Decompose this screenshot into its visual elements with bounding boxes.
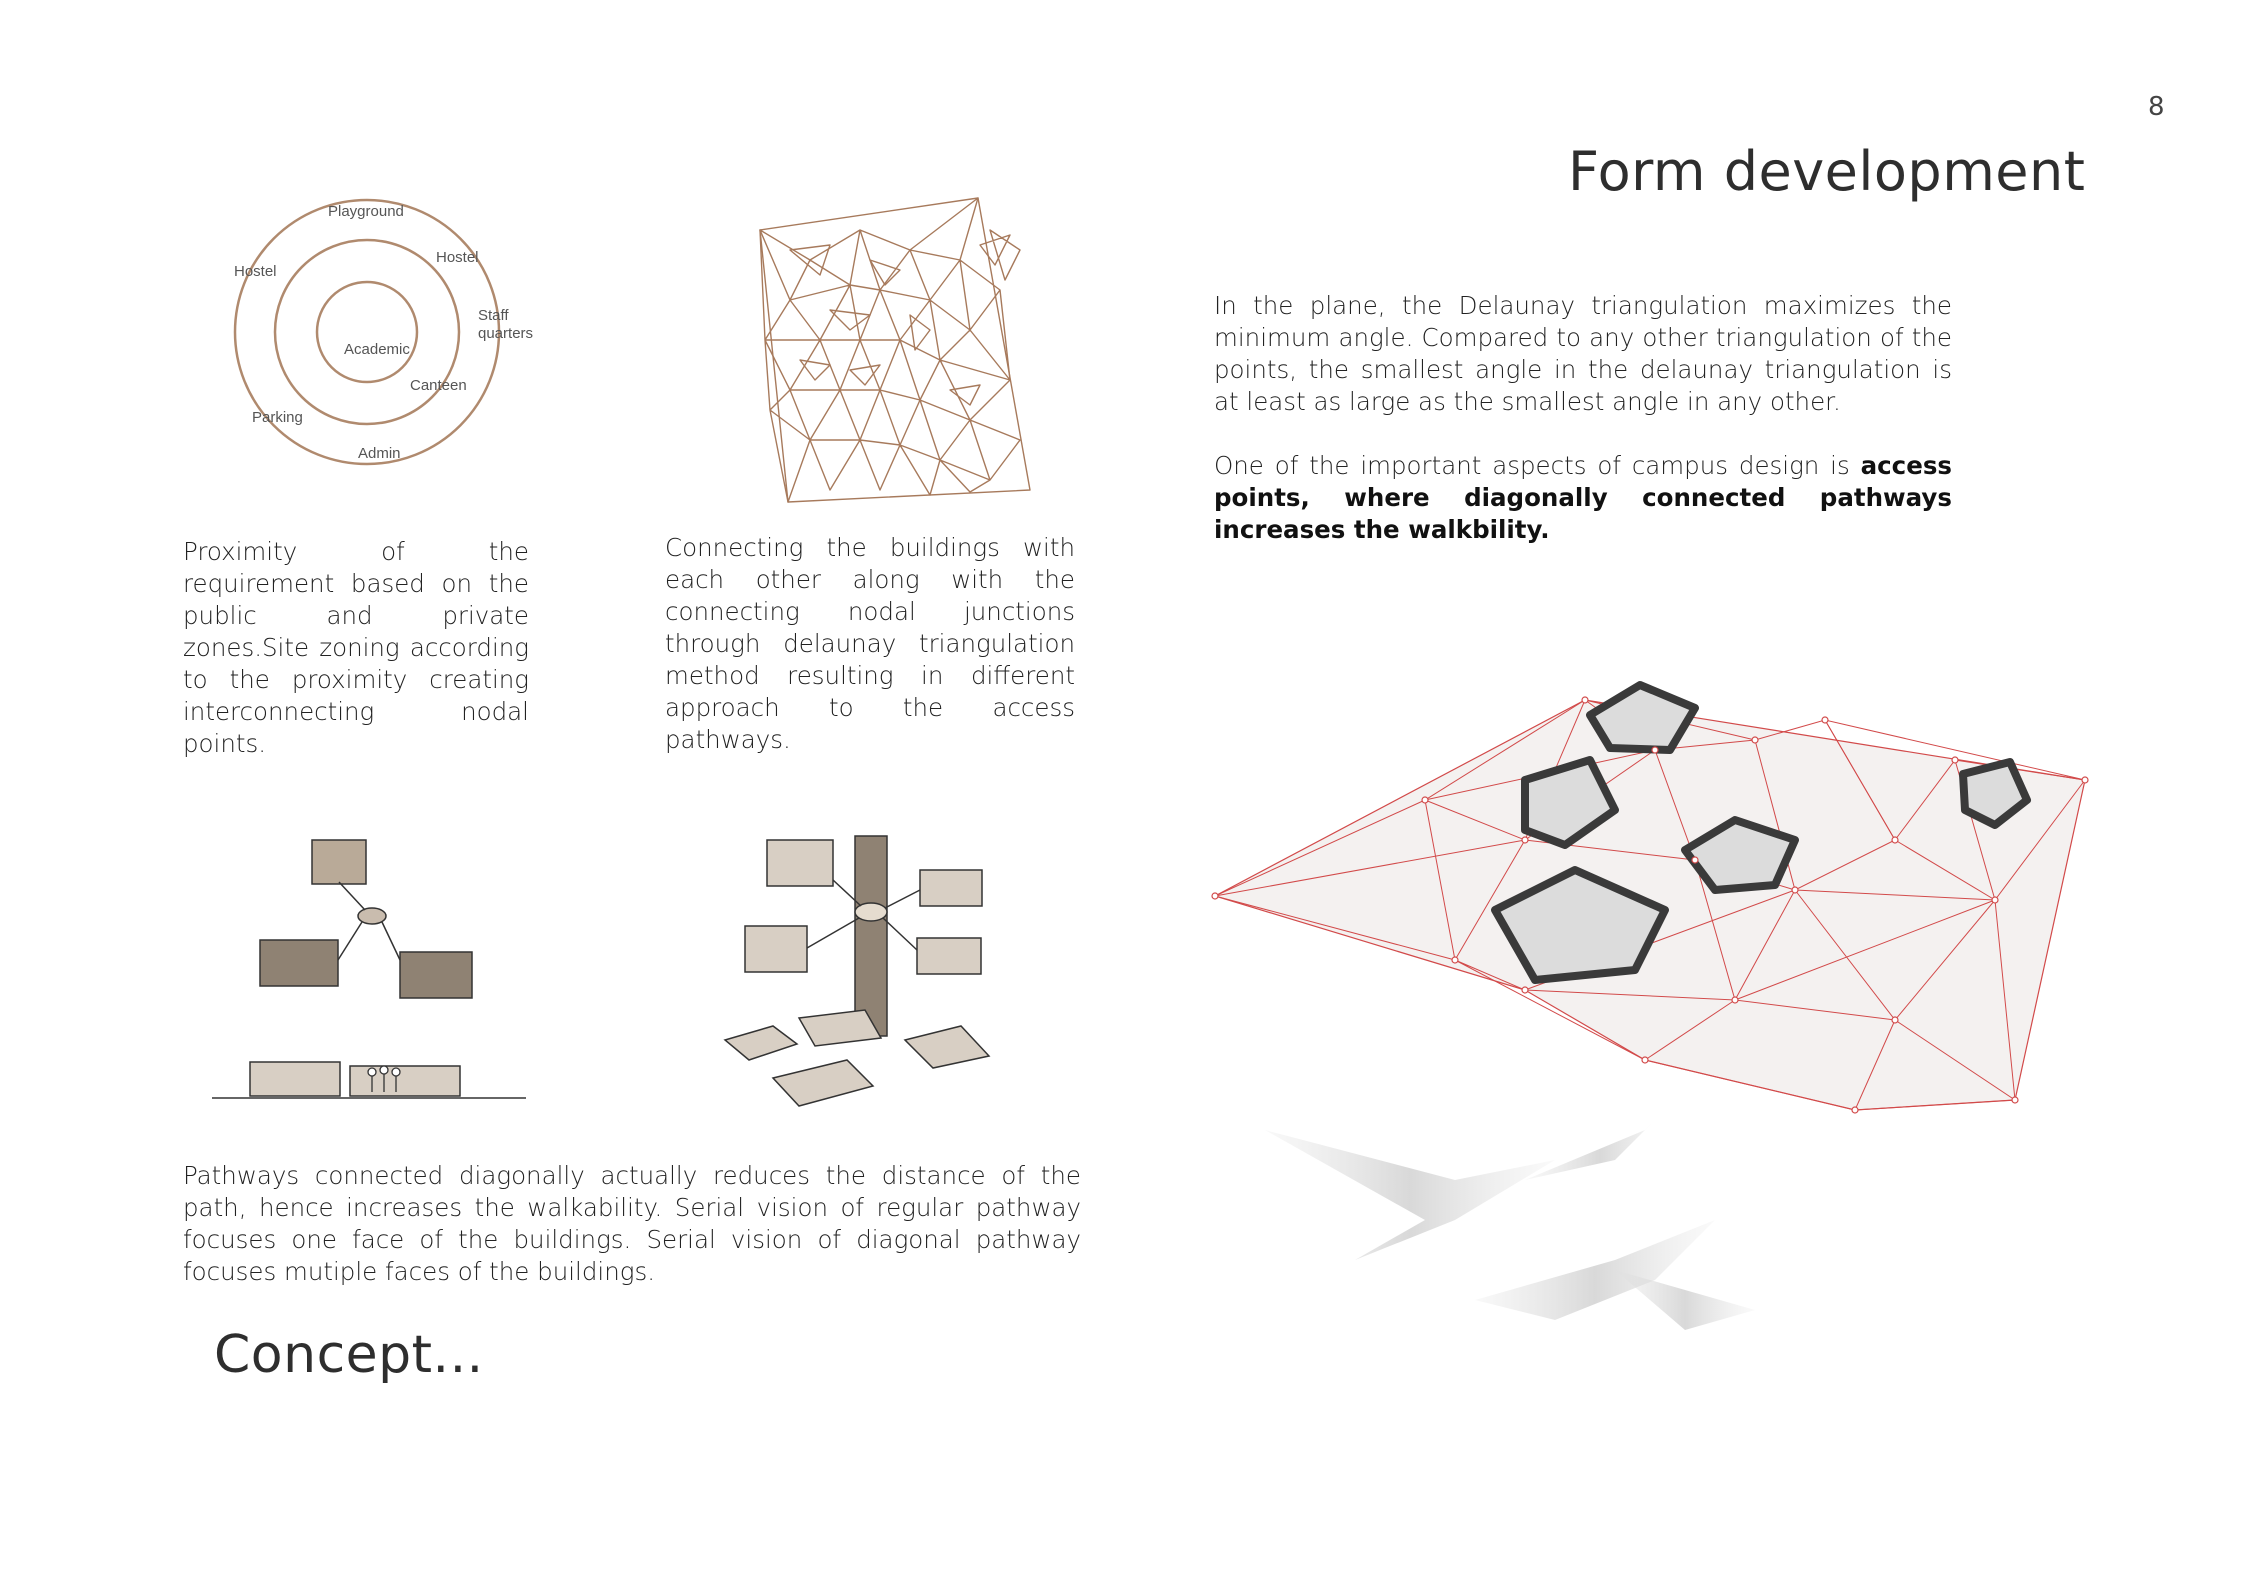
label-academic: Academic	[344, 341, 410, 358]
block-c	[745, 926, 807, 972]
page-number: 8	[2148, 92, 2165, 122]
concept-title: Concept...	[214, 1325, 484, 1385]
block-b	[920, 870, 982, 906]
proximity-paragraph: Proximity of the requirement based on the public and private zones.Site zoning according to the proximity creating interconnecting nodal points.	[183, 537, 529, 758]
connecting-paragraph: Connecting the buildings with each other along with the connecting nodal junctions through delaunay triangulation method resulting in different approach to the access pathways.	[665, 533, 1075, 754]
slab-right	[905, 1026, 989, 1068]
building-1	[1590, 685, 1695, 750]
pathways-paragraph: Pathways connected diagonally actually reduces the distance of the path, hence increases the walkability. Serial vision of regular pathway focuses one face of the buildings. Serial vision of diagonal pathway focuses mutiple faces of the buildings.	[183, 1161, 1081, 1286]
slab-bottom	[773, 1060, 873, 1106]
block-left	[260, 940, 338, 986]
slab-left	[725, 1026, 797, 1060]
label-hostel-right: Hostel	[436, 249, 479, 266]
access-intro: One of the important aspects of campus design is	[1214, 451, 1861, 480]
block-d	[917, 938, 981, 974]
regular-pathway-sketch	[200, 830, 540, 1110]
label-admin: Admin	[358, 445, 401, 462]
label-parking: Parking	[252, 409, 303, 426]
block-top	[312, 840, 366, 884]
label-hostel-left: Hostel	[234, 263, 277, 280]
diagonal-pathway-sketch	[715, 830, 1015, 1120]
label-canteen: Canteen	[410, 377, 467, 394]
delaunay-paragraph: In the plane, the Delaunay triangulation maximizes the minimum angle. Compared to any other triangulation of the points, the smallest angle in the delaunay triangulation is at least as large as the smallest angle in any other.	[1214, 291, 1952, 416]
ring-middle	[275, 240, 459, 424]
slab-mid	[799, 1010, 881, 1046]
block-a	[767, 840, 833, 886]
delaunay-mesh-sketch	[730, 190, 1060, 510]
block-right	[400, 952, 472, 998]
access-paragraph	[1214, 450, 1952, 546]
path-shadows	[1265, 1100, 1755, 1330]
form-development-title: Form development	[1568, 140, 2086, 203]
label-staff: Staff	[478, 307, 509, 324]
vertical-path	[855, 836, 887, 1036]
access-bold: access points, where diagonally connected pathways increases the walkbility.	[1214, 451, 1952, 544]
elevation-block	[250, 1062, 340, 1096]
label-quarters: quarters	[478, 325, 534, 342]
node	[358, 908, 386, 924]
campus-triangulation-render	[1195, 660, 2115, 1370]
ring-inner	[317, 282, 417, 382]
mesh-triangles	[760, 198, 1020, 502]
label-playground: Playground	[328, 203, 404, 220]
zoning-ring-diagram	[210, 190, 570, 490]
